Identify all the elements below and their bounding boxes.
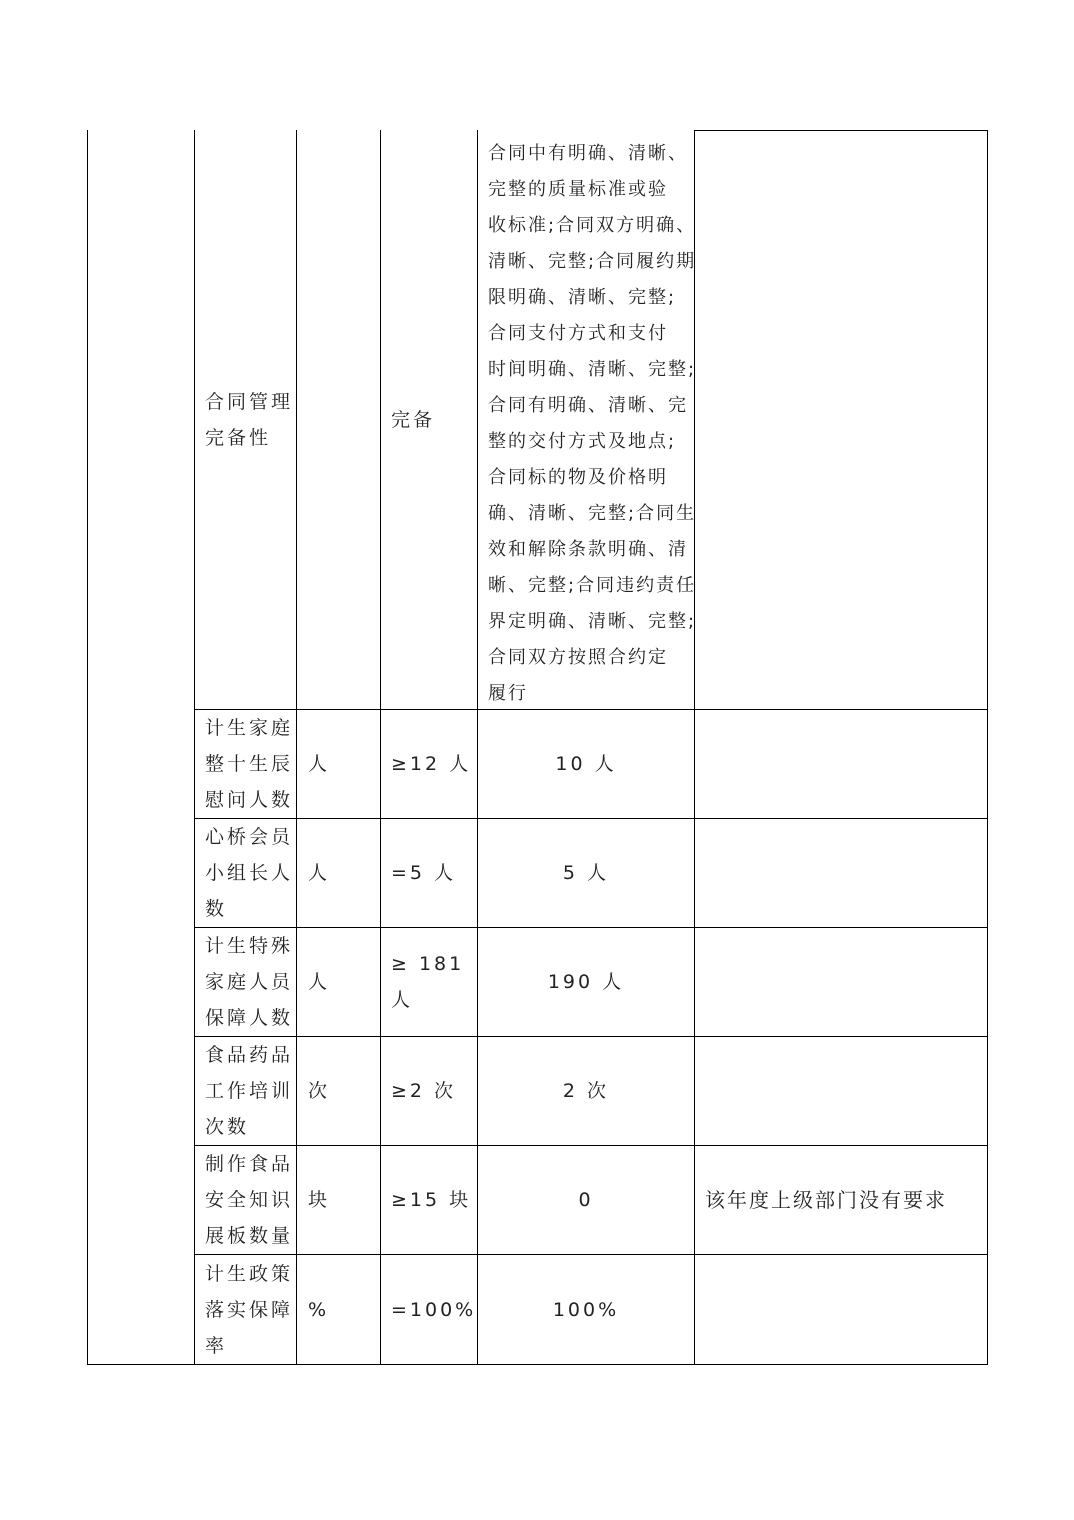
indicator-cell (205, 130, 295, 709)
col-line-left (87, 130, 88, 1365)
actual-text: 合同中有明确、清晰、 完整的质量标准或验 收标准;合同双方明确、 清晰、完整;合同履约期 限明确、清晰、完整; 合同支付方式和支付 时间明确、清晰、完整; 合同有明确、清晰、完 整的交付方式及地点; 合同标的物及价格明 确、清晰、完整;合同生 效和解除条款明确、清 晰、完整;合同违约责任 界定明确、清晰、完整; 合同双方按照合约定 履行 (488, 143, 697, 704)
actual-cell (478, 1146, 694, 1254)
target-text: =100% (391, 1298, 477, 1321)
actual-cell (478, 928, 694, 1036)
actual-text: 10 人 (555, 753, 617, 775)
target-cell (391, 1146, 477, 1254)
actual-text: 0 (578, 1189, 594, 1211)
remark-cell (705, 130, 985, 709)
indicator-text: 制作食品 安全知识 展板数量 (205, 1153, 294, 1247)
target-text: ≥ 181 人 (391, 953, 465, 1011)
target-cell (391, 819, 477, 927)
remark-cell (705, 1037, 985, 1145)
remark-text: 该年度上级部门没有要求 (705, 1188, 947, 1212)
actual-cell (488, 136, 698, 709)
unit-cell (308, 819, 380, 927)
col-line-4 (380, 130, 381, 1365)
target-cell (391, 1255, 477, 1364)
row-line-bottom (87, 1364, 988, 1365)
target-text: 完备 (391, 408, 436, 431)
indicator-text: 合同管理 完备性 (205, 390, 294, 449)
col-line-2 (194, 130, 195, 1365)
remark-cell (705, 1146, 985, 1254)
unit-cell (308, 710, 380, 818)
target-cell (391, 1037, 477, 1145)
unit-text: 块 (308, 1189, 331, 1211)
indicator-cell (205, 1255, 295, 1364)
actual-cell (478, 819, 694, 927)
remark-cell (705, 1255, 985, 1364)
indicator-text: 心桥会员 小组长人 数 (205, 826, 294, 920)
target-text: =5 人 (391, 862, 457, 884)
unit-text: 人 (308, 753, 331, 775)
actual-text: 100% (552, 1298, 620, 1321)
target-cell (391, 928, 477, 1036)
indicator-cell (205, 710, 295, 818)
unit-text: 次 (308, 1080, 331, 1102)
indicator-text: 计生特殊 家庭人员 保障人数 (205, 935, 294, 1029)
indicator-text: 计生家庭 整十生辰 慰问人数 (205, 717, 294, 811)
indicator-text: 食品药品 工作培训 次数 (205, 1044, 294, 1138)
actual-cell (478, 710, 694, 818)
unit-text: % (308, 1298, 330, 1321)
indicator-text: 计生政策 落实保障 率 (205, 1262, 294, 1357)
unit-text: 人 (308, 862, 331, 884)
target-cell (391, 710, 477, 818)
target-text: ≥2 次 (391, 1080, 457, 1102)
unit-cell (308, 1037, 380, 1145)
actual-cell (478, 1255, 694, 1364)
indicator-cell (205, 819, 295, 927)
target-text: ≥12 人 (391, 753, 472, 775)
actual-cell (478, 1037, 694, 1145)
indicator-cell (205, 1146, 295, 1254)
target-cell (391, 130, 477, 709)
col-line-right (987, 130, 988, 1365)
indicator-table (87, 130, 988, 1365)
actual-text: 190 人 (547, 971, 625, 993)
unit-text: 人 (308, 971, 331, 993)
indicator-cell (205, 928, 295, 1036)
actual-text: 5 人 (562, 862, 610, 884)
unit-cell (308, 130, 380, 709)
target-text: ≥15 块 (391, 1189, 472, 1211)
actual-text: 2 次 (562, 1080, 610, 1102)
unit-cell (308, 928, 380, 1036)
unit-cell (308, 1255, 380, 1364)
unit-cell (308, 1146, 380, 1254)
remark-cell (705, 819, 985, 927)
indicator-cell (205, 1037, 295, 1145)
remark-cell (705, 928, 985, 1036)
col-line-3 (296, 130, 297, 1365)
remark-cell (705, 710, 985, 818)
